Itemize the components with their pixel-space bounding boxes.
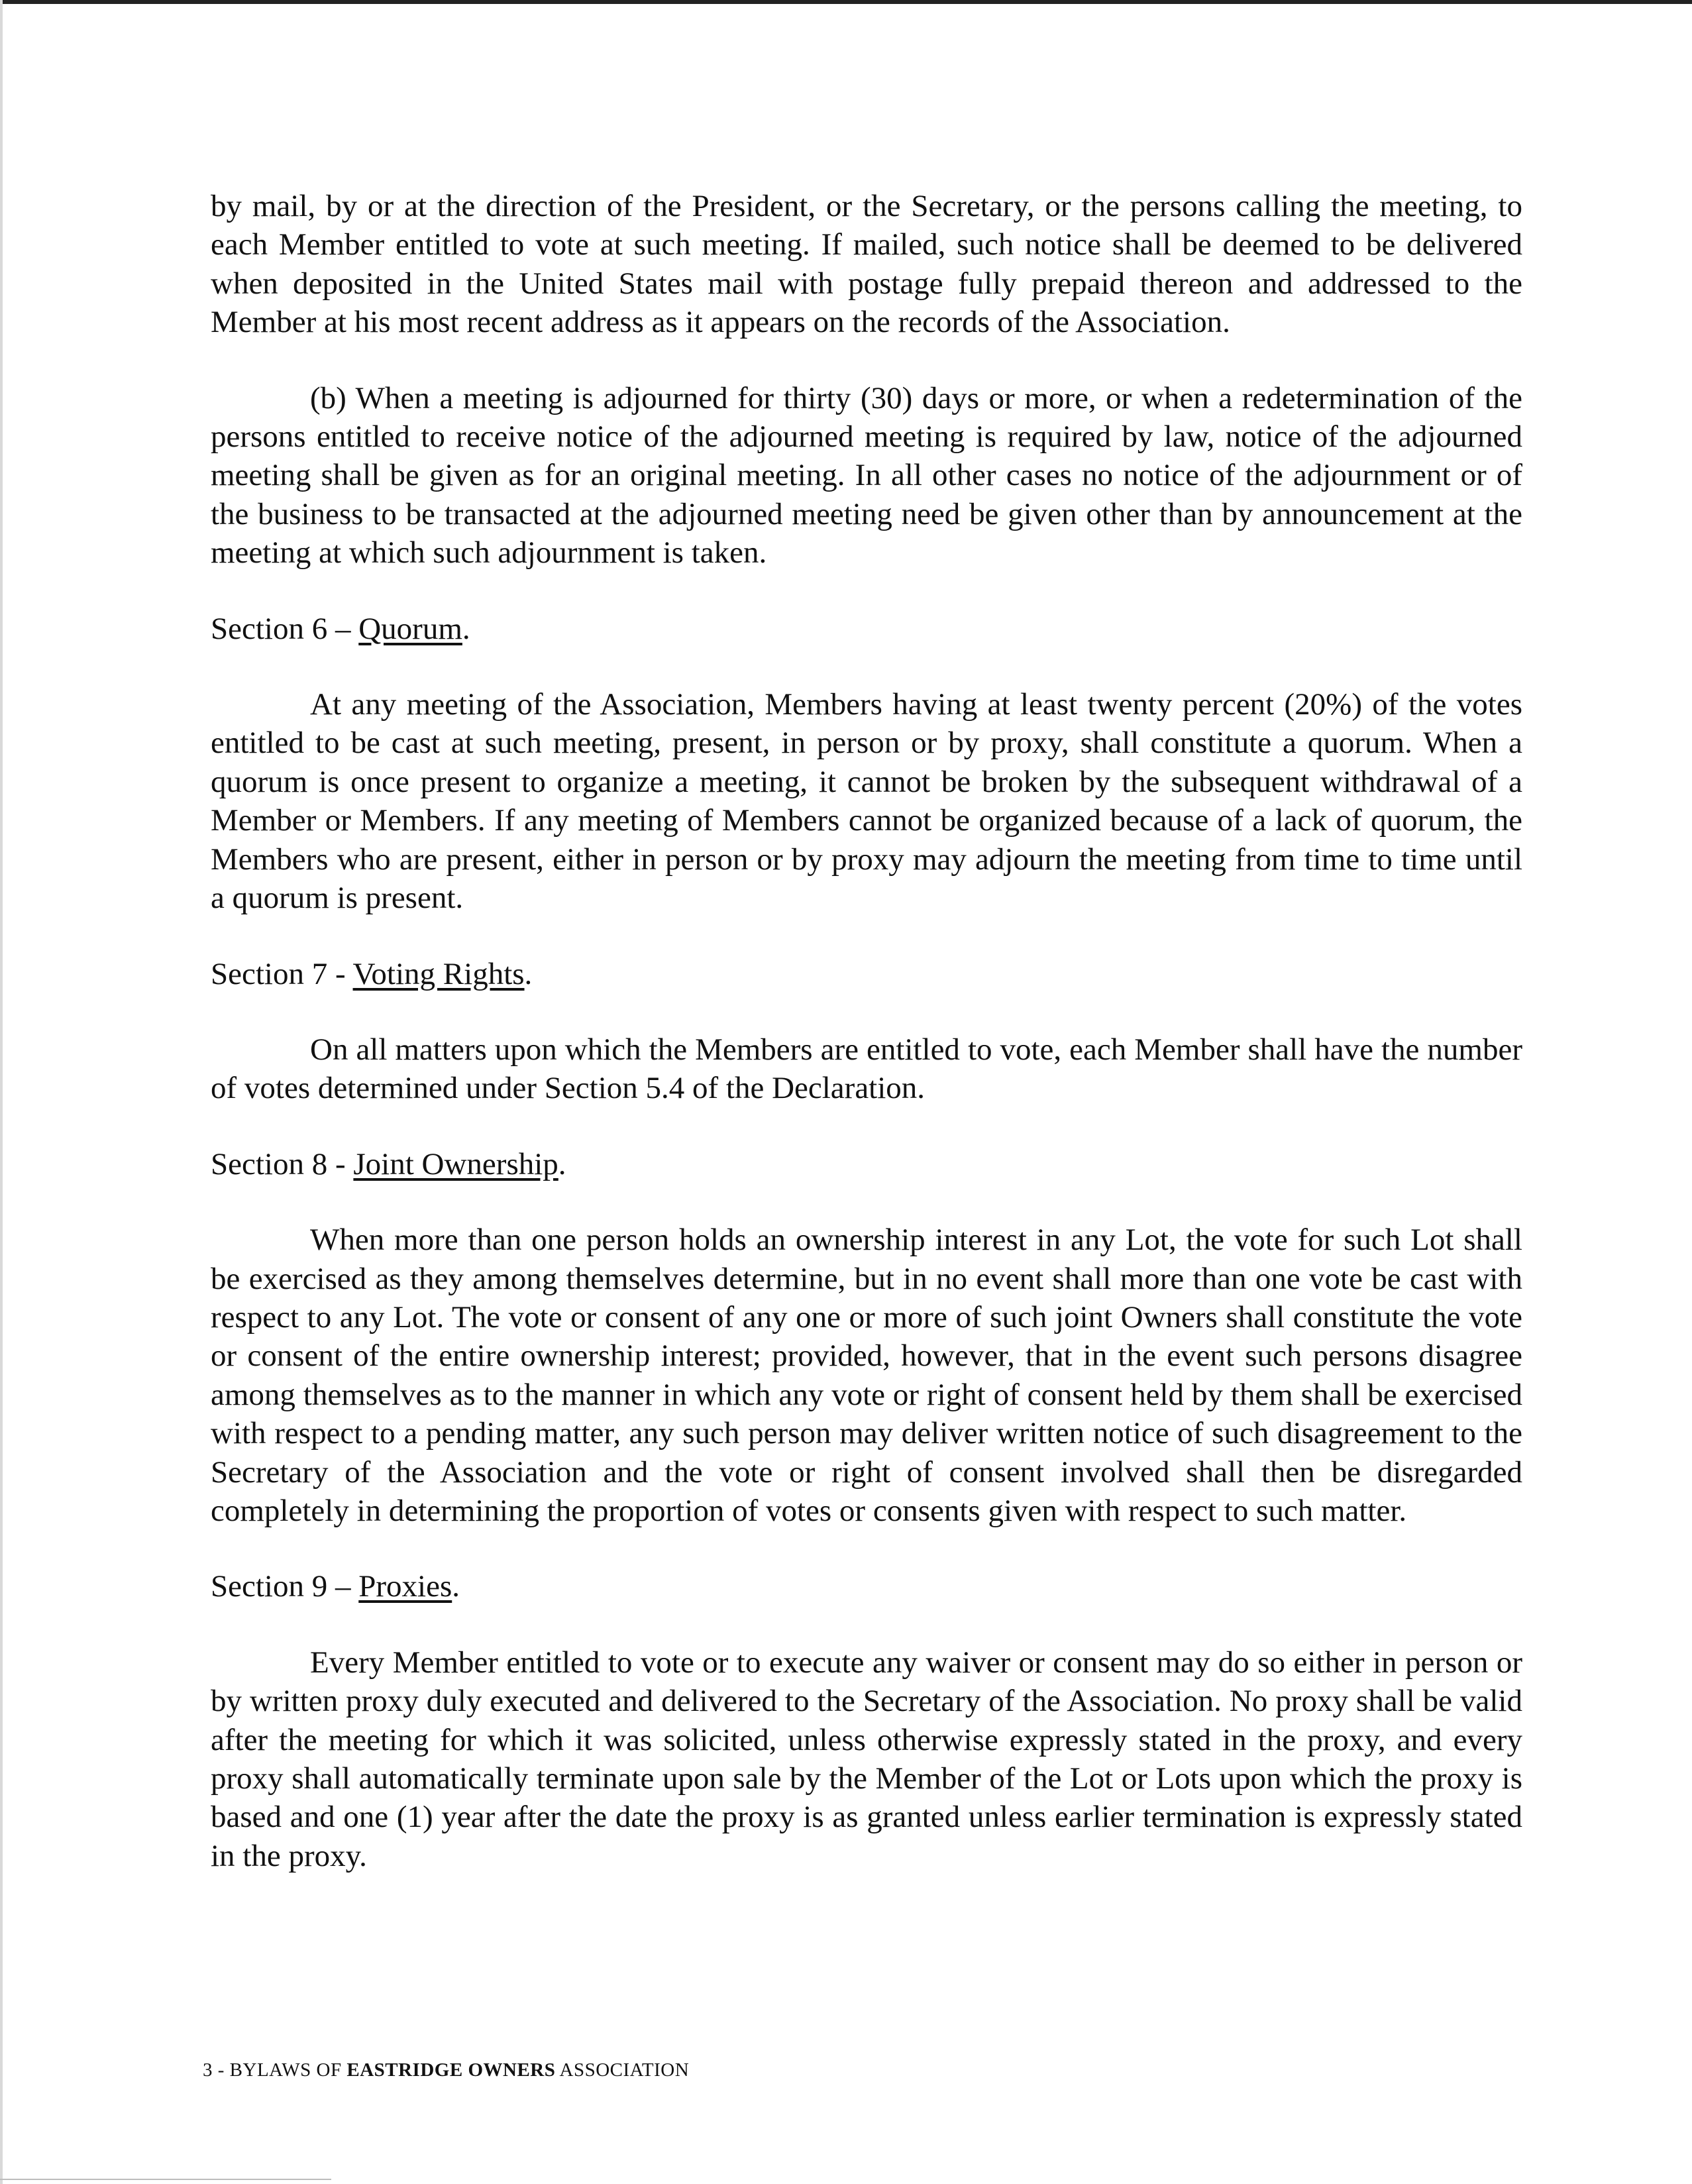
- section-title: Joint Ownership: [353, 1146, 558, 1181]
- footer-prefix: 3 - BYLAWS OF: [203, 2059, 347, 2081]
- section-suffix: .: [452, 1569, 460, 1604]
- section-body-joint-ownership: When more than one person holds an ownership interest in any Lot, the vote for such Lot shall be exercised as they among themselves determine, but in no event shall more than one vote be cast with respect to any Lot. The vote or consent of any one or more of such joint Owners shall constitute the vote or consent of the entire ownership interest; provided, however, that in the event such persons disagree among themselves as to the manner in which any vote or right of consent held by them shall be exercised with respect to a pending matter, any such person may deliver written notice of such disagreement to the Secretary of the Association and the vote or right of consent involved shall then be disregarded completely in determining the proportion of votes or consents given with respect to such matter.: [211, 1223, 1522, 1528]
- section-prefix: Section 6 –: [211, 611, 359, 646]
- section-heading-proxies: [211, 1567, 1522, 1606]
- section-suffix: .: [558, 1146, 566, 1181]
- paragraph-notice-by-mail: by mail, by or at the direction of the President, or the Secretary, or the persons calling the meeting, to each Member entitled to vote at such meeting. If mailed, such notice shall be deemed to be delivered when deposited in the United States mail with postage fully prepaid thereon and addressed to the Member at his most recent address as it appears on the records of the Association.: [211, 189, 1522, 340]
- section-heading-quorum: [211, 610, 1522, 648]
- footer-association-name: EASTRIDGE OWNERS: [346, 2059, 556, 2081]
- section-heading-joint-ownership: [211, 1145, 1522, 1183]
- section-title: Voting Rights: [352, 956, 525, 991]
- document-page: [211, 187, 1522, 1875]
- scan-edge-top: [0, 0, 1692, 4]
- section-title: Proxies: [358, 1569, 452, 1604]
- section-body-voting-rights: On all matters upon which the Members are entitled to vote, each Member shall have the number of votes determined under Section 5.4 of the Declaration.: [211, 1032, 1522, 1106]
- scan-edge-left: [0, 0, 3, 2184]
- section-heading-voting-rights: [211, 955, 1522, 993]
- footer-suffix: ASSOCIATION: [555, 2059, 690, 2081]
- section-title: Quorum: [358, 611, 462, 646]
- scan-edge-bottom: [0, 2179, 331, 2180]
- section-suffix: .: [524, 956, 533, 991]
- section-body-quorum: At any meeting of the Association, Members having at least twenty percent (20%) of the votes entitled to be cast at such meeting, present, in person or by proxy, shall constitute a quorum. When a quorum is once present to organize a meeting, it cannot be broken by the subsequent withdrawal of a Member or Members. If any meeting of Members cannot be organized because of a lack of quorum, the Members who are present, either in person or by proxy may adjourn the meeting from time to time until a quorum is present.: [211, 687, 1522, 916]
- page-footer: [203, 2057, 689, 2083]
- section-prefix: Section 8 -: [211, 1146, 354, 1181]
- section-suffix: .: [462, 611, 470, 646]
- paragraph-adjourned-meeting: (b) When a meeting is adjourned for thirty (30) days or more, or when a redetermination of the persons entitled to receive notice of the adjourned meeting is required by law, notice of the adjourned meeting shall be given as for an original meeting. In all other cases no notice of the adjournment or of the business to be transacted at the adjourned meeting need be given other than by announcement at the meeting at which such adjournment is taken.: [211, 380, 1522, 571]
- section-prefix: Section 7 -: [211, 956, 353, 991]
- section-body-proxies: Every Member entitled to vote or to execute any waiver or consent may do so either in person or by written proxy duly executed and delivered to the Secretary of the Association. No proxy shall be valid after the meeting for which it was solicited, unless otherwise expressly stated in the proxy, and every proxy shall automatically terminate upon sale by the Member of the Lot or Lots upon which the proxy is based and one (1) year after the date the proxy is as granted unless earlier termination is expressly stated in the proxy.: [211, 1645, 1522, 1873]
- section-prefix: Section 9 –: [211, 1569, 359, 1604]
